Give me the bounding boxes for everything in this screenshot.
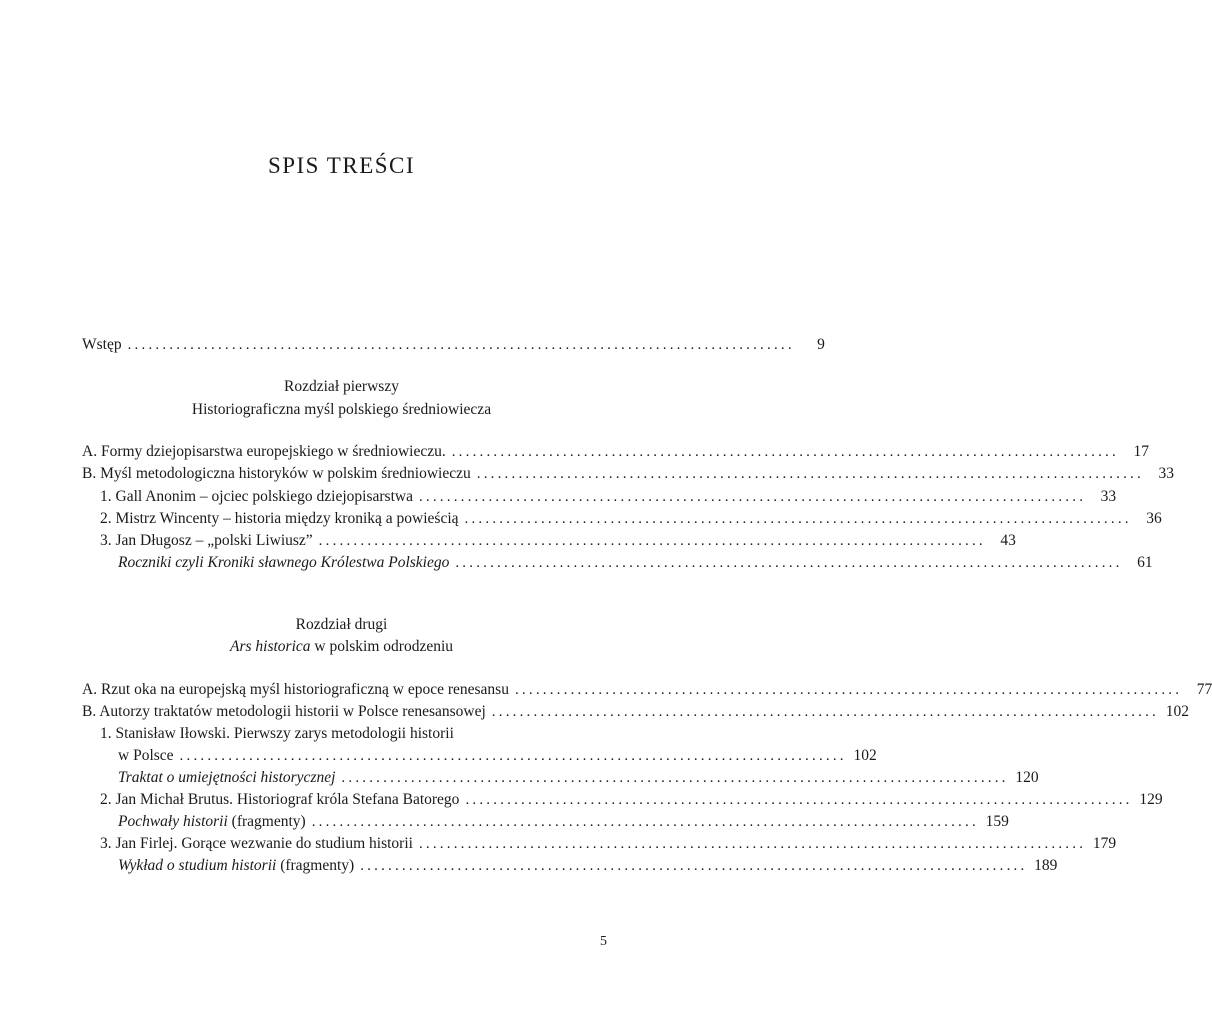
- toc-entry[interactable]: [82, 486, 1117, 508]
- toc-entry-label: Wstęp: [82, 336, 122, 353]
- toc-entry[interactable]: [82, 767, 1039, 789]
- toc-page-number: 129: [1139, 791, 1163, 808]
- toc-entry-label: A. Formy dziejopisarstwa europejskiego w średniowieczu.: [82, 443, 446, 460]
- toc-entry[interactable]: [82, 679, 1212, 701]
- toc-entry-label-rest: (fragmenty): [276, 857, 355, 874]
- toc-page-number: 9: [817, 336, 825, 353]
- toc-page-number: 179: [1092, 835, 1117, 852]
- chapter-subtitle-italic: Ars historica: [229, 638, 311, 655]
- chapter-subtitle-rest: w polskim odrodzeniu: [310, 638, 454, 655]
- page-title: SPIS TREŚCI: [267, 153, 416, 178]
- leader-dots: ................................................................................................: [476, 466, 1144, 482]
- chapter-label: Rozdział pierwszy: [284, 378, 399, 395]
- toc-entry[interactable]: [82, 833, 1117, 855]
- toc-entry[interactable]: [82, 508, 1162, 530]
- toc-entry-label: 1. Stanisław Iłowski. Pierwszy zarys metodologii historii: [100, 725, 454, 742]
- toc-entry-label-italic: Wykład o studium historii: [118, 857, 277, 874]
- toc-page-number: 120: [1015, 769, 1039, 786]
- chapter-subtitle: Historiograficzna myśl polskiego średniowiecza: [191, 401, 492, 418]
- toc-page-number: 189: [1034, 857, 1058, 874]
- chapter-subtitle: [0, 636, 683, 658]
- leader-dots: ................................................................................................: [491, 704, 1159, 720]
- toc-entry-label-italic: Pochwały historii: [118, 813, 228, 830]
- leader-dots: ................................................................................................: [341, 770, 1009, 786]
- toc-entry-label: 2. Jan Michał Brutus. Historiograf króla Stefana Batorego: [100, 791, 460, 808]
- leader-dots: ................................................................................................: [127, 337, 795, 353]
- leader-dots: ................................................................................................: [360, 858, 1028, 874]
- chapter-label: Rozdział drugi: [295, 616, 388, 633]
- toc-entry-label: A. Rzut oka na europejską myśl historiograficzną w epoce renesansu: [82, 681, 509, 698]
- leader-dots: ................................................................................................: [418, 836, 1087, 852]
- toc-entry-label: B. Myśl metodologiczna historyków w polskim średniowieczu: [82, 465, 471, 482]
- toc-entry[interactable]: [82, 552, 1153, 574]
- toc-entry[interactable]: [82, 530, 1016, 552]
- page-number: 5: [600, 934, 607, 949]
- toc-entry[interactable]: [82, 463, 1174, 485]
- toc-entry[interactable]: [82, 701, 1189, 723]
- toc-entry-label: w Polsce: [118, 747, 174, 764]
- toc-entry[interactable]: [82, 745, 877, 767]
- toc-entry[interactable]: [82, 789, 1163, 811]
- toc-entry[interactable]: [82, 855, 1058, 877]
- leader-dots: ................................................................................................: [311, 814, 979, 830]
- leader-dots: ................................................................................................: [465, 792, 1133, 808]
- toc-entry-label: B. Autorzy traktatów metodologii historii w Polsce renesansowej: [82, 703, 486, 720]
- toc-entry[interactable]: [82, 441, 1149, 463]
- toc-page-number: 77: [1196, 681, 1212, 698]
- leader-dots: ................................................................................................: [451, 444, 1119, 460]
- toc-page-number: 33: [1100, 488, 1117, 505]
- leader-dots: ................................................................................................: [514, 682, 1183, 698]
- toc-page-number: 43: [1000, 532, 1016, 549]
- leader-dots: ................................................................................................: [318, 533, 986, 549]
- toc-page-number: 102: [853, 747, 877, 764]
- leader-dots: ................................................................................................: [455, 555, 1123, 571]
- leader-dots: ................................................................................................: [179, 748, 847, 764]
- toc-entry-label-rest: (fragmenty): [227, 813, 306, 830]
- toc-page-number: 17: [1133, 443, 1149, 460]
- toc-entry-label: 1. Gall Anonim – ojciec polskiego dziejopisarstwa: [100, 488, 413, 505]
- toc-page-number: 33: [1158, 465, 1174, 482]
- toc-entry-label: 2. Mistrz Wincenty – historia między kroniką a powieścią: [100, 510, 459, 527]
- toc-page-number: 61: [1137, 554, 1153, 571]
- toc-entry-label: 3. Jan Firlej. Gorące wezwanie do studium historii: [100, 835, 413, 852]
- toc-entry-label: 3. Jan Długosz – „polski Liwiusz”: [100, 532, 313, 549]
- toc-entry-label: Traktat o umiejętności historycznej: [118, 769, 336, 786]
- toc-entry[interactable]: [82, 723, 605, 745]
- toc-page-number: 159: [985, 813, 1009, 830]
- leader-dots: ................................................................................................: [464, 511, 1132, 527]
- toc-entry[interactable]: [82, 811, 1009, 833]
- toc-page-number: 102: [1165, 703, 1189, 720]
- toc-page-number: 36: [1146, 510, 1162, 527]
- toc-entry-intro[interactable]: [82, 334, 825, 356]
- leader-dots: ................................................................................................: [418, 489, 1087, 505]
- toc-entry-label: Roczniki czyli Kroniki sławnego Królestwa Polskiego: [118, 554, 450, 571]
